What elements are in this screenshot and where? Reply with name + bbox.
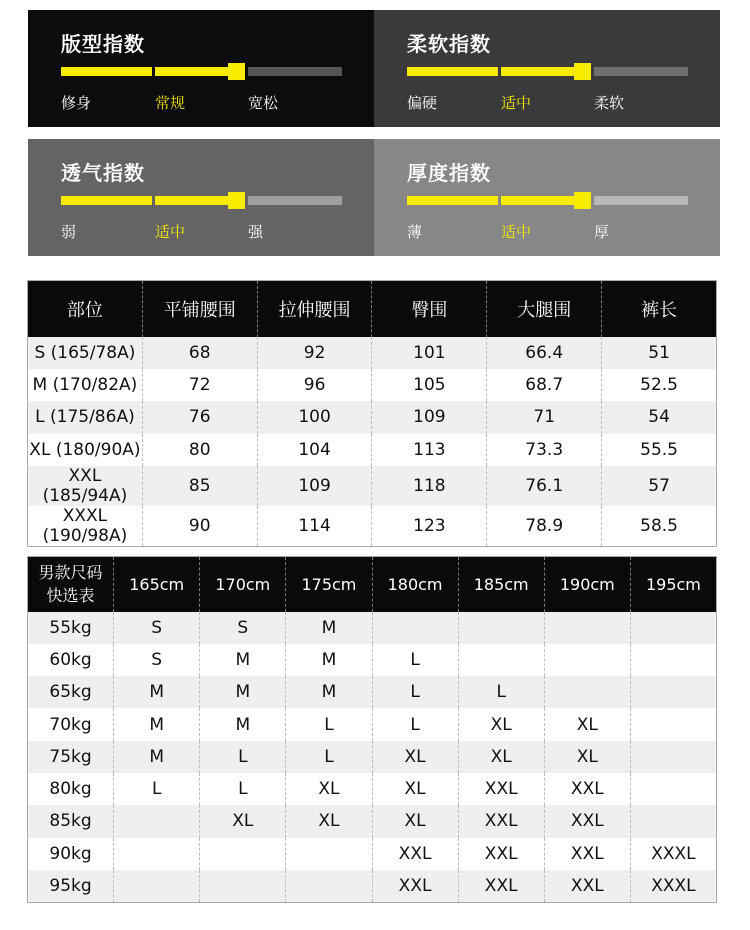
table-cell: 114 [257, 506, 372, 547]
table-cell: 68 [142, 337, 257, 369]
table-cell: XXL [544, 870, 630, 902]
table-cell: 76 [142, 401, 257, 433]
quick-table-row [28, 708, 717, 740]
size-table-row [28, 369, 717, 401]
quick-table-row [28, 805, 717, 837]
row-label-cell: XXL (185/94A) [28, 466, 143, 506]
fit-index-panel [28, 10, 374, 127]
table-cell: M [200, 708, 286, 740]
column-header: 裤长 [602, 281, 717, 337]
size-table-header-row [28, 281, 717, 337]
row-label-cell: 55kg [28, 612, 114, 644]
table-cell: XXXL [630, 870, 716, 902]
table-cell [544, 612, 630, 644]
table-cell: L [372, 708, 458, 740]
height-header: 190cm [544, 557, 630, 612]
scale-segment-low [407, 196, 498, 205]
size-measurement-table [27, 280, 717, 547]
table-cell: XXL [458, 805, 544, 837]
column-header: 拉伸腰围 [257, 281, 372, 337]
quick-table-row [28, 612, 717, 644]
fit-index-title: 版型指数 [61, 32, 145, 56]
table-cell [372, 612, 458, 644]
table-cell: 78.9 [487, 506, 602, 547]
table-cell: 68.7 [487, 369, 602, 401]
table-cell: 100 [257, 401, 372, 433]
table-cell: XL [286, 773, 372, 805]
breathability-index-title: 透气指数 [61, 161, 145, 185]
corner-line-2: 快选表 [46, 586, 95, 606]
row-label-cell: S (165/78A) [28, 337, 143, 369]
softness-index-scale [407, 67, 688, 76]
table-cell: XL [372, 773, 458, 805]
breathability-label-mid: 适中 [155, 223, 186, 241]
table-cell: L [458, 676, 544, 708]
table-cell: M [114, 708, 200, 740]
scale-segment-high [248, 196, 342, 205]
height-header: 170cm [200, 557, 286, 612]
row-label-cell: M (170/82A) [28, 369, 143, 401]
table-cell [630, 644, 716, 676]
scale-indicator [574, 192, 591, 209]
table-cell: XXL [544, 805, 630, 837]
table-cell [544, 676, 630, 708]
quick-table-row [28, 870, 717, 902]
row-label-cell: 65kg [28, 676, 114, 708]
table-cell: M [114, 676, 200, 708]
table-cell: 92 [257, 337, 372, 369]
table-cell: XXL [458, 870, 544, 902]
table-cell [630, 805, 716, 837]
table-cell: M [286, 644, 372, 676]
table-cell [544, 644, 630, 676]
table-cell: 123 [372, 506, 487, 547]
row-label-cell: XL (180/90A) [28, 434, 143, 466]
table-cell: 73.3 [487, 434, 602, 466]
table-cell: XXL [544, 773, 630, 805]
table-cell [630, 741, 716, 773]
table-cell: L [286, 708, 372, 740]
quick-table-row [28, 741, 717, 773]
table-cell: XL [458, 708, 544, 740]
table-cell [114, 870, 200, 902]
size-table-row [28, 466, 717, 506]
table-cell: S [200, 612, 286, 644]
table-cell: 118 [372, 466, 487, 506]
table-cell [458, 644, 544, 676]
table-cell: 105 [372, 369, 487, 401]
row-label-cell: 75kg [28, 741, 114, 773]
scale-segment-high [594, 196, 688, 205]
column-header: 大腿围 [487, 281, 602, 337]
size-quick-select-table [27, 556, 717, 903]
scale-segment-low [61, 196, 152, 205]
corner-line-1: 男款尺码 [38, 563, 103, 583]
table-cell: XL [372, 805, 458, 837]
table-cell: 66.4 [487, 337, 602, 369]
height-header: 185cm [458, 557, 544, 612]
table-cell: 85 [142, 466, 257, 506]
thickness-index-title: 厚度指数 [407, 161, 491, 185]
table-cell [200, 838, 286, 870]
breathability-label-low: 弱 [61, 223, 77, 241]
size-table-row [28, 337, 717, 369]
table-cell: L [200, 773, 286, 805]
size-table-row [28, 401, 717, 433]
table-cell [200, 870, 286, 902]
table-cell: S [114, 644, 200, 676]
scale-indicator [228, 63, 245, 80]
size-table-row [28, 434, 717, 466]
thickness-label-mid: 适中 [501, 223, 532, 241]
table-cell: M [114, 741, 200, 773]
row-label-cell: 85kg [28, 805, 114, 837]
table-cell: 76.1 [487, 466, 602, 506]
table-cell: XL [544, 741, 630, 773]
row-label-cell: 95kg [28, 870, 114, 902]
scale-segment-low [61, 67, 152, 76]
table-cell: XL [200, 805, 286, 837]
table-cell: 113 [372, 434, 487, 466]
table-cell: 54 [602, 401, 717, 433]
table-cell: XXL [544, 838, 630, 870]
table-cell [630, 708, 716, 740]
table-cell: M [200, 676, 286, 708]
softness-label-low: 偏硬 [407, 94, 438, 112]
softness-index-panel [374, 10, 720, 127]
table-cell: L [372, 676, 458, 708]
height-header: 180cm [372, 557, 458, 612]
table-cell: 55.5 [602, 434, 717, 466]
row-label-cell: 80kg [28, 773, 114, 805]
table-cell: XL [286, 805, 372, 837]
fit-index-scale [61, 67, 342, 76]
table-cell: XXL [372, 870, 458, 902]
row-label-cell: L (175/86A) [28, 401, 143, 433]
table-cell: 72 [142, 369, 257, 401]
table-cell [286, 838, 372, 870]
fit-label-high: 宽松 [248, 94, 279, 112]
breathability-index-scale [61, 196, 342, 205]
table-cell: 101 [372, 337, 487, 369]
table-cell: M [286, 676, 372, 708]
row-label-cell: 60kg [28, 644, 114, 676]
table-cell: XL [544, 708, 630, 740]
table-cell: 80 [142, 434, 257, 466]
table-cell: XXL [372, 838, 458, 870]
table-cell [630, 676, 716, 708]
table-cell: 90 [142, 506, 257, 547]
quick-table-corner-header [28, 557, 114, 612]
height-header: 175cm [286, 557, 372, 612]
table-cell: XXXL [630, 838, 716, 870]
row-label-cell: 90kg [28, 838, 114, 870]
table-cell: 51 [602, 337, 717, 369]
thickness-label-low: 薄 [407, 223, 423, 241]
softness-label-mid: 适中 [501, 94, 532, 112]
quick-table-header-row [28, 557, 717, 612]
thickness-label-high: 厚 [594, 223, 610, 241]
table-cell [630, 612, 716, 644]
table-cell [630, 773, 716, 805]
table-cell: XXL [458, 838, 544, 870]
table-cell: XL [372, 741, 458, 773]
thickness-index-scale [407, 196, 688, 205]
table-cell: M [286, 612, 372, 644]
fit-label-mid: 常规 [155, 94, 186, 112]
table-cell: 71 [487, 401, 602, 433]
table-cell: 104 [257, 434, 372, 466]
column-header: 臀围 [372, 281, 487, 337]
table-cell: L [114, 773, 200, 805]
column-header: 平铺腰围 [142, 281, 257, 337]
table-cell: 109 [257, 466, 372, 506]
scale-indicator [228, 192, 245, 209]
quick-table-row [28, 838, 717, 870]
quick-table-row [28, 644, 717, 676]
scale-segment-high [248, 67, 342, 76]
size-table-row [28, 506, 717, 547]
quick-table-row [28, 676, 717, 708]
scale-segment-high [594, 67, 688, 76]
softness-label-high: 柔软 [594, 94, 625, 112]
breathability-label-high: 强 [248, 223, 264, 241]
thickness-index-panel [374, 139, 720, 256]
table-cell: L [372, 644, 458, 676]
table-cell [458, 612, 544, 644]
row-label-cell: XXXL (190/98A) [28, 506, 143, 547]
height-header: 165cm [114, 557, 200, 612]
table-cell: S [114, 612, 200, 644]
fit-label-low: 修身 [61, 94, 92, 112]
table-cell: M [200, 644, 286, 676]
table-cell: XXL [458, 773, 544, 805]
table-cell: 57 [602, 466, 717, 506]
column-header: 部位 [28, 281, 143, 337]
softness-index-title: 柔软指数 [407, 32, 491, 56]
table-cell [114, 805, 200, 837]
table-cell [114, 838, 200, 870]
table-cell: L [286, 741, 372, 773]
table-cell: 109 [372, 401, 487, 433]
table-cell: L [200, 741, 286, 773]
height-header: 195cm [630, 557, 716, 612]
quick-table-row [28, 773, 717, 805]
table-cell: 96 [257, 369, 372, 401]
scale-indicator [574, 63, 591, 80]
breathability-index-panel [28, 139, 374, 256]
table-cell: 52.5 [602, 369, 717, 401]
table-cell [286, 870, 372, 902]
scale-segment-low [407, 67, 498, 76]
row-label-cell: 70kg [28, 708, 114, 740]
table-cell: 58.5 [602, 506, 717, 547]
table-cell: XL [458, 741, 544, 773]
